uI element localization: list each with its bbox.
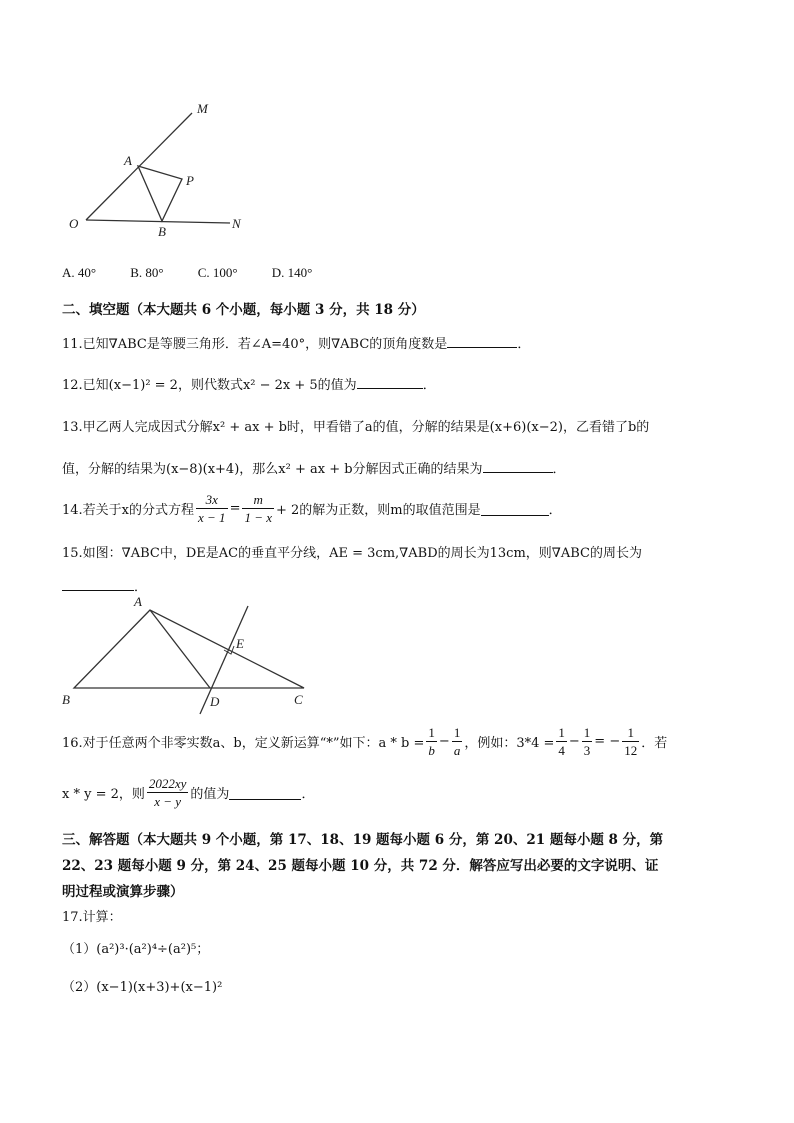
q16-minus: − [438, 733, 450, 749]
q16-f3-num: 1 [558, 724, 565, 740]
q16-condition: x * y = 2，则 [62, 786, 145, 802]
q11-end: ． [517, 337, 531, 352]
choice-d: D. 140° [271, 265, 313, 280]
q15-answer-blank[interactable] [62, 578, 134, 591]
q16-equals-minus: = − [594, 733, 621, 749]
q16-minus-2: − [568, 733, 580, 749]
ray-on [86, 220, 230, 223]
q16-f2-den: a [453, 742, 461, 758]
section-3-header-line-1: 三、解答题（本大题共 9 个小题，第 17、18、19 题每小题 6 分，第 20、21 题每小题 8 分，第 [62, 832, 664, 848]
q16-f6-num: 2022xy [148, 775, 187, 791]
triangle-abc [74, 610, 304, 688]
label-c: C [294, 692, 303, 707]
label-a: A [124, 153, 132, 168]
question-15-line-1: 15.如图：∇ABC中，DE是AC的垂直平分线，AE = 3cm,∇ABD的周长为13cm，则∇ABC的周长为 [62, 546, 642, 561]
q16-f1-den: b [428, 742, 435, 758]
q14-equals: = [229, 500, 241, 516]
q16-answer-blank[interactable] [229, 787, 301, 800]
label-e: E [236, 636, 244, 651]
q16-f1-num: 1 [428, 724, 435, 740]
q14-answer-blank[interactable] [481, 503, 549, 516]
q16-text: 16.对于任意两个非零实数a、b，定义新运算“*”如下：a * b = [62, 735, 425, 751]
question-13-line-2 [62, 458, 566, 477]
q16-fraction-6 [147, 775, 189, 810]
question-12 [62, 374, 436, 393]
section-2-header: 二、填空题（本大题共 6 个小题，每小题 3 分，共 18 分） [62, 302, 425, 318]
question-17-part-1: （1）(a²)³·(a²)⁴÷(a²)⁵； [62, 942, 210, 957]
q11-answer-blank[interactable] [447, 335, 517, 348]
choice-b: B. 80° [130, 265, 164, 280]
q16-f2-num: 1 [453, 724, 461, 740]
question-17-title: 17.计算： [62, 910, 122, 925]
q16-f5-den: 12 [624, 742, 638, 758]
q13-text: 值，分解的结果为(x−8)(x+4)，那么x² + ax + b分解因式正确的结果为 [62, 462, 483, 477]
q16-if: ．若 [641, 735, 668, 751]
q12-text: 12.已知(x−1)² = 2，则代数式x² − 2x + 5的值为 [62, 378, 357, 393]
label-n: N [232, 216, 241, 231]
q16-f4-num: 1 [583, 724, 591, 740]
question-16-line-1 [62, 722, 667, 760]
label-b: B [62, 692, 70, 707]
q14-f1-den: x − 1 [198, 509, 226, 525]
question-14 [62, 488, 562, 528]
q16-fraction-1 [426, 724, 437, 759]
choice-a: A. 40° [62, 265, 97, 280]
label-a: A [134, 594, 142, 609]
segment-ad [150, 610, 210, 688]
q16-fraction-2 [452, 724, 463, 759]
q16-example-text: ，例如：3*4 = [464, 735, 555, 751]
q12-answer-blank[interactable] [357, 376, 423, 389]
label-o: O [69, 216, 79, 231]
question-16-line-2 [62, 772, 314, 812]
q14-fraction-1 [196, 491, 228, 526]
triangle-apb [138, 166, 182, 221]
q14-end: ． [548, 502, 562, 518]
question-13-line-1: 13.甲乙两人完成因式分解x² + ax + b时，甲看错了a的值，分解的结果是(x+6)(x−2)，乙看错了b的 [62, 420, 650, 435]
q14-f1-num: 3x [196, 491, 228, 509]
figure-triangle-bisector [60, 592, 320, 717]
q16-f3-den: 4 [558, 742, 565, 758]
q11-text: 11.已知∇ABC是等腰三角形．若∠A=40°，则∇ABC的顶角度数是 [62, 337, 448, 352]
q16-f6-den: x − y [154, 793, 182, 809]
label-b: B [158, 224, 166, 239]
section-3-header-line-3: 明过程或演算步骤） [62, 884, 184, 900]
q14-mid-text: + 2的解为正数，则m的取值范围是 [276, 502, 481, 518]
q12-end: ． [422, 378, 436, 393]
question-17-part-2: （2）(x−1)(x+3)+(x−1)² [62, 980, 223, 995]
q13-end: ． [552, 462, 566, 477]
label-d: D [210, 694, 220, 709]
q16-end: ． [301, 786, 315, 802]
q16-fraction-5 [622, 724, 639, 759]
q14-text: 14.若关于x的分式方程 [62, 502, 195, 518]
q15-end: ． [134, 580, 148, 595]
q14-f2-num: m [242, 491, 274, 509]
answer-choices [62, 265, 342, 281]
label-m: M [197, 101, 208, 116]
q16-fraction-3 [556, 724, 567, 759]
q13-answer-blank[interactable] [483, 460, 553, 473]
label-p: P [186, 173, 194, 188]
q16-value-text: 的值为 [190, 786, 230, 802]
perpendicular-bisector-de [200, 606, 248, 714]
q16-f4-den: 3 [583, 742, 591, 758]
q16-fraction-4 [582, 724, 593, 759]
section-3-header-line-2: 22、23 题每小题 9 分，第 24、25 题每小题 10 分，共 72 分．解答应写出必要的文字说明、证 [62, 858, 659, 874]
figure-angle-triangle [62, 95, 262, 245]
question-11 [62, 333, 530, 352]
q14-f2-den: 1 − x [244, 509, 273, 525]
q14-fraction-2 [242, 491, 274, 526]
choice-c: C. 100° [197, 265, 238, 280]
q16-f5-num: 1 [622, 724, 639, 742]
